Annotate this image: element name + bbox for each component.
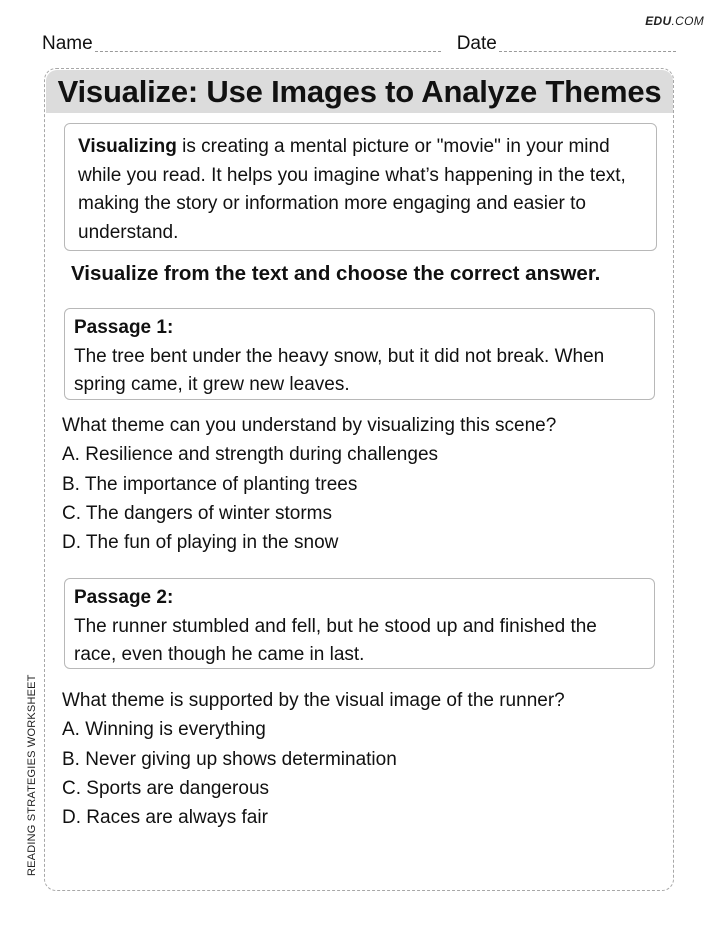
answer-option-d[interactable]: D. The fun of playing in the snow bbox=[62, 532, 339, 554]
date-label: Date bbox=[456, 33, 497, 54]
question-1 bbox=[62, 411, 556, 557]
answer-option-c[interactable]: C. The dangers of winter storms bbox=[62, 502, 332, 524]
answer-option-b[interactable]: B. Never giving up shows determination bbox=[62, 748, 397, 770]
passage-text: The tree bent under the heavy snow, but it did not break. When spring came, it grew new leaves. bbox=[74, 345, 605, 395]
answer-option-b[interactable]: B. The importance of planting trees bbox=[62, 473, 358, 495]
brand-logo-bold: EDU bbox=[645, 14, 672, 28]
worksheet-category-label: READING STRATEGIES WORKSHEET bbox=[26, 674, 38, 876]
definition-text: is creating a mental picture or "movie" in your mind while you read. It helps you imagine what’s happening in the text, making the story or information more engaging and easier to understand. bbox=[78, 136, 626, 243]
definition-term: Visualizing bbox=[78, 136, 177, 157]
passage-box-2 bbox=[64, 578, 655, 669]
name-label: Name bbox=[42, 33, 93, 54]
question-text: What theme is supported by the visual image of the runner? bbox=[62, 690, 565, 711]
title-banner bbox=[46, 70, 673, 113]
answer-option-c[interactable]: C. Sports are dangerous bbox=[62, 777, 270, 799]
answer-option-a[interactable]: A. Winning is everything bbox=[62, 719, 266, 741]
answer-option-a[interactable]: A. Resilience and strength during challenges bbox=[62, 444, 439, 466]
date-field[interactable] bbox=[499, 50, 676, 52]
brand-logo-suffix: .COM bbox=[671, 14, 704, 28]
passage-box-1 bbox=[64, 308, 655, 400]
passage-text: The runner stumbled and fell, but he stood up and finished the race, even though he came in last. bbox=[74, 615, 597, 665]
question-2 bbox=[62, 686, 565, 832]
name-field[interactable] bbox=[95, 50, 441, 52]
page-title: Visualize: Use Images to Analyze Themes bbox=[57, 73, 662, 109]
passage-title: Passage 1: bbox=[74, 317, 174, 338]
passage-title: Passage 2: bbox=[74, 587, 174, 608]
question-text: What theme can you understand by visualizing this scene? bbox=[62, 415, 557, 436]
brand-logo bbox=[645, 14, 704, 28]
name-date-row bbox=[42, 33, 676, 55]
answer-option-d[interactable]: D. Races are always fair bbox=[62, 807, 268, 829]
instructions: Visualize from the text and choose the correct answer. bbox=[71, 262, 601, 285]
definition-box bbox=[64, 123, 657, 251]
